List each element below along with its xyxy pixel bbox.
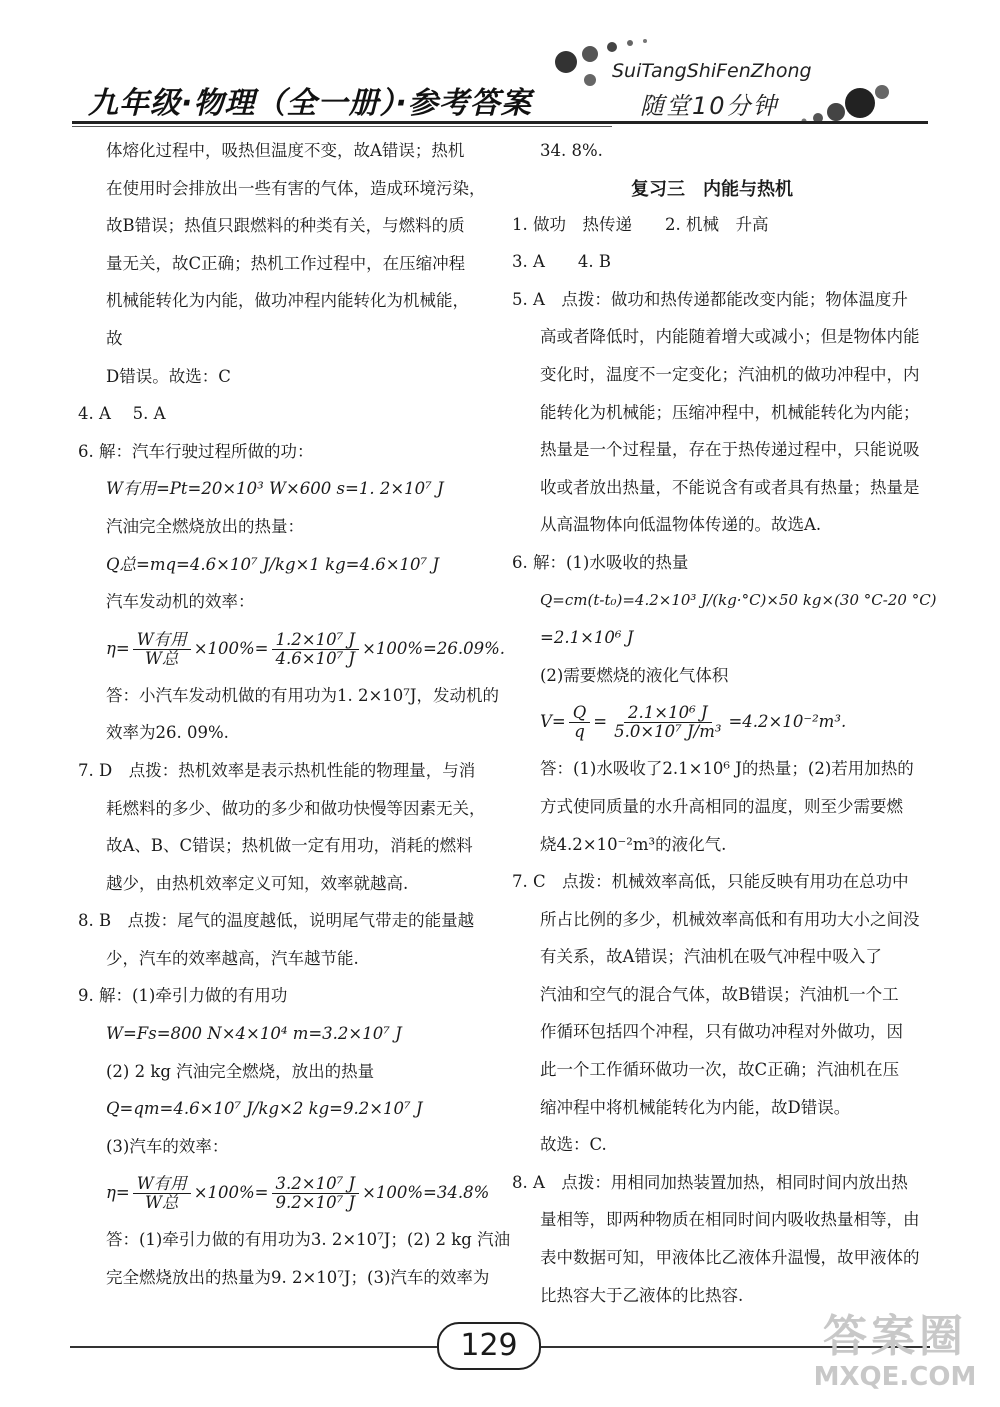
text-line: 高或者降低时，内能随着增大或减小；但是物体内能 xyxy=(540,327,920,347)
answer-line: 5. A 点拨：做功和热传递都能改变内能；物体温度升 xyxy=(512,289,908,309)
text-line: 烧4.2×10⁻²m³的液化气. xyxy=(540,834,727,854)
efficiency-equation-1: η= $\frac{\text{W有用}}{\text{W总}}$ ×100%= $\frac{\text{1.2×10⁷ J}}{\text{4.6×10⁷ J}}$ ×100%=26.09%. xyxy=(106,629,506,668)
formula-line: W有用=Pt=20×10³ W×600 s=1. 2×10⁷ J xyxy=(106,479,444,499)
watermark-top: 答案圈 xyxy=(823,1311,967,1362)
answer-line: 8. A 点拨：用相同加热装置加热，相同时间内放出热 xyxy=(512,1172,908,1192)
text-line: 汽油完全燃烧放出的热量： xyxy=(106,516,304,536)
text-line: 比热容大于乙液体的比热容. xyxy=(540,1285,744,1305)
text-line: 耗燃料的多少、做功的多少和做功快慢等因素无关， xyxy=(106,798,486,818)
text-line: 作循环包括四个冲程，只有做功冲程对外做功，因 xyxy=(540,1022,903,1042)
answer-line: 8. B 点拨：尾气的温度越低，说明尾气带走的能量越 xyxy=(78,911,475,931)
answer-line: 9. 解：(1)牵引力做的有用功 xyxy=(78,986,288,1006)
text-line: 机械能转化为内能，做功冲程内能转化为机械能， xyxy=(106,291,469,311)
header-rule-thin xyxy=(72,126,612,127)
formula-line: Q=qm=4.6×10⁷ J/kg×2 kg=9.2×10⁷ J xyxy=(106,1099,423,1119)
text-line: 故选：C. xyxy=(540,1135,607,1155)
text-line: 越少，由热机效率定义可知，效率就越高. xyxy=(106,873,409,893)
text-line: 此一个工作循环做功一次，故C正确；汽油机在压 xyxy=(540,1060,900,1080)
answer-line: 6. 解：汽车行驶过程所做的功： xyxy=(78,441,314,461)
text-line: 效率为26. 09%. xyxy=(106,723,229,743)
text-line: D错误。故选：C xyxy=(106,366,231,386)
brand-latin: SuiTangShiFenZhong xyxy=(612,60,812,82)
brand-chinese: 随堂10分钟 xyxy=(640,92,779,120)
text-line: (3)汽车的效率： xyxy=(106,1136,229,1156)
watermark-bottom: MXQE.COM xyxy=(813,1362,977,1392)
text-line: 收或者放出热量，不能说含有或者具有热量；热量是 xyxy=(540,477,920,497)
text-line: 答：(1)牵引力做的有用功为3. 2×10⁷J；(2) 2 kg 汽油 xyxy=(106,1230,511,1250)
answer-line: 1. 做功 热传递 2. 机械 升高 xyxy=(512,214,769,234)
formula-line: Q总=mq=4.6×10⁷ J/kg×1 kg=4.6×10⁷ J xyxy=(106,554,440,574)
watermark xyxy=(800,1312,990,1392)
text-line: 量无关，故C正确；热机工作过程中，在压缩冲程 xyxy=(106,253,466,273)
answer-line: 4. A 5. A xyxy=(78,404,166,424)
text-line: 热量是一个过程量，存在于热传递过程中，只能说吸 xyxy=(540,440,920,460)
text-line: 方式使同质量的水升高相同的温度，则至少需要燃 xyxy=(540,796,903,816)
text-line: 有关系，故A错误；汽油机在吸气冲程中吸入了 xyxy=(540,947,882,967)
section-title: 复习三 内能与热机 xyxy=(631,178,793,200)
header-rule xyxy=(72,121,928,124)
text-line: 体熔化过程中，吸热但温度不变，故A错误；热机 xyxy=(106,141,465,160)
text-line: 答：(1)水吸收了2.1×10⁶ J的热量；(2)若用加热的 xyxy=(540,759,914,779)
text-line: 从高温物体向低温物体传递的。故选A. xyxy=(540,515,822,535)
text-line: 缩冲程中将机械能转化为内能，故D错误。 xyxy=(540,1097,851,1117)
formula-line: Q=cm(t-t₀)=4.2×10³ J/(kg·°C)×50 kg×(30 °C-20 °C) xyxy=(540,590,937,609)
text-line: 汽车发动机的效率： xyxy=(106,592,255,612)
answer-line: 7. D 点拨：热机效率是表示热机性能的物理量，与消 xyxy=(78,760,476,780)
text-line: 汽油和空气的混合气体，故B错误；汽油机一个工 xyxy=(540,984,899,1004)
volume-equation: V= $\frac{Q}{q}$ = $\frac{\text{2.1×10⁶ J}}{\text{5.0×10⁷ J/m³}}$ =4.2×10⁻²m³. xyxy=(540,703,847,742)
text-line: 34. 8%. xyxy=(540,141,603,160)
formula-line: =2.1×10⁶ J xyxy=(540,628,634,648)
header-title: 九年级·物理（全一册）·参考答案 xyxy=(88,86,532,121)
efficiency-equation-2: η= $\frac{\text{W有用}}{\text{W总}}$ ×100%= $\frac{\text{3.2×10⁷ J}}{\text{9.2×10⁷ J}}$ ×100%=34.8% xyxy=(106,1174,490,1213)
text-line: 完全燃烧放出的热量为9. 2×10⁷J；(3)汽车的效率为 xyxy=(106,1268,490,1288)
text-line: 变化时，温度不一定变化；汽油机的做功冲程中，内 xyxy=(540,364,920,384)
text-line: 量相等，即两种物质在相同时间内吸收热量相等，由 xyxy=(540,1210,920,1230)
page-number: 129 xyxy=(437,1322,541,1370)
answer-line: 3. A 4. B xyxy=(512,252,612,272)
text-line: (2)需要燃烧的液化气体积 xyxy=(540,665,729,685)
right-column xyxy=(512,132,937,1314)
text-line: 表中数据可知，甲液体比乙液体升温慢，故甲液体的 xyxy=(540,1248,920,1268)
left-column xyxy=(78,132,511,1297)
text-line: 故 xyxy=(106,328,123,348)
answer-line: 6. 解：(1)水吸收的热量 xyxy=(512,552,689,572)
text-line: 故B错误；热值只跟燃料的种类有关，与燃料的质 xyxy=(106,216,465,236)
formula-line: W=Fs=800 N×4×10⁴ m=3.2×10⁷ J xyxy=(106,1024,402,1044)
answer-line: 7. C 点拨：机械效率高低，只能反映有用功在总功中 xyxy=(512,872,909,892)
text-line: 答：小汽车发动机做的有用功为1. 2×10⁷J，发动机的 xyxy=(106,685,500,705)
text-line: 能转化为机械能；压缩冲程中，机械能转化为内能； xyxy=(540,402,920,422)
text-line: (2) 2 kg 汽油完全燃烧，放出的热量 xyxy=(106,1061,375,1081)
text-line: 在使用时会排放出一些有害的气体，造成环境污染， xyxy=(106,178,486,198)
text-line: 少，汽车的效率越高，汽车越节能. xyxy=(106,948,359,968)
text-line: 所占比例的多少，机械效率高低和有用功大小之间没 xyxy=(540,909,920,929)
text-line: 故A、B、C错误；热机做一定有用功，消耗的燃料 xyxy=(106,836,473,856)
